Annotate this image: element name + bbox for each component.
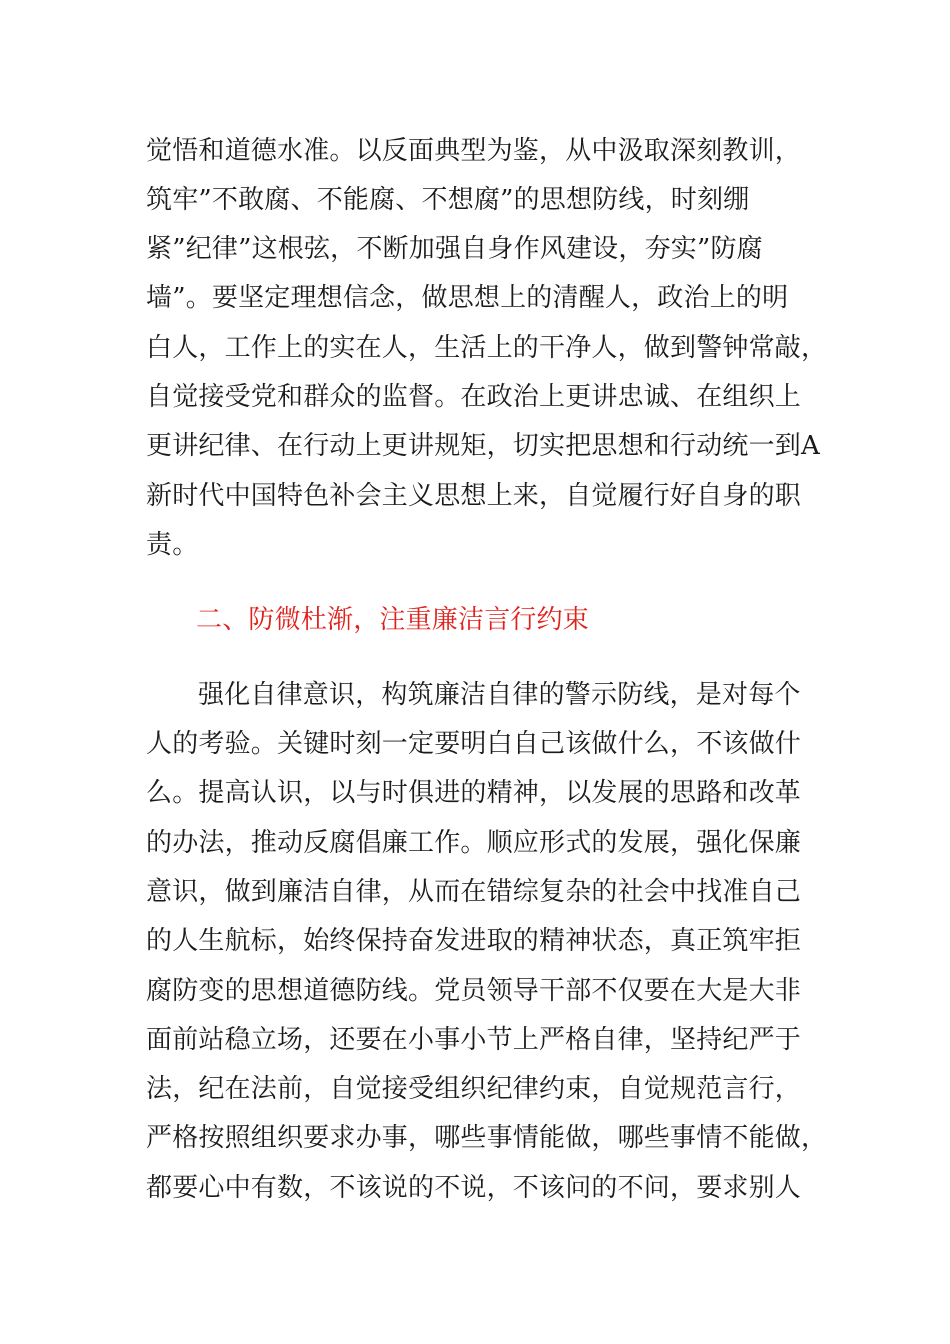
paragraph-2-line-10: 严格按照组织要求办事，哪些事情能做，哪些事情不能做， [146, 1123, 828, 1153]
paragraph-1-line-4: 墙”。要坚定理想信念，做思想上的清醒人，政治上的明 [146, 283, 789, 313]
paragraph-2-line-3: 么。提高认识，以与时俱进的精神，以发展的思路和改革 [146, 778, 802, 808]
paragraph-1-line-8: 新时代中国特色补会主义思想上来，自觉履行好自身的职 [146, 481, 802, 511]
paragraph-2-line-11: 都要心中有数，不该说的不说，不该问的不问，要求别人 [146, 1173, 802, 1203]
paragraph-2-line-7: 腐防变的思想道德防线。党员领导干部不仅要在大是大非 [146, 976, 802, 1006]
paragraph-2-line-8: 面前站稳立场，还要在小事小节上严格自律，坚持纪严于 [146, 1025, 802, 1055]
paragraph-1-line-1: 觉悟和道德水准。以反面典型为鉴，从中汲取深刻教训， [146, 136, 802, 166]
paragraph-2-line-5: 意识，做到廉洁自律，从而在错综复杂的社会中找准自己 [146, 877, 802, 907]
paragraph-2-line-4: 的办法，推动反腐倡廉工作。顺应形式的发展，强化保廉 [146, 828, 802, 858]
section-heading: 二、防微杜渐，注重廉洁言行约束 [196, 605, 590, 635]
paragraph-2-line-2: 人的考验。关键时刻一定要明白自己该做什么，不该做什 [146, 729, 802, 759]
paragraph-1-line-2: 筑牢”不敢腐、不能腐、不想腐”的思想防线，时刻绷 [146, 185, 750, 215]
paragraph-1-line-7: 更讲纪律、在行动上更讲规矩，切实把思想和行动统一到A [146, 431, 820, 461]
paragraph-2-line-9: 法，纪在法前，自觉接受组织纪律约束，自觉规范言行， [146, 1074, 802, 1104]
paragraph-2-line-6: 的人生航标，始终保持奋发进取的精神状态，真正筑牢拒 [146, 926, 802, 956]
paragraph-1-line-5: 白人，工作上的实在人，生活上的干净人，做到警钟常敲， [146, 333, 828, 363]
paragraph-1-line-6: 自觉接受党和群众的监督。在政治上更讲忠诚、在组织上 [146, 382, 802, 412]
paragraph-1-line-9: 责。 [146, 530, 199, 560]
paragraph-1-line-3: 紧”纪律”这根弦，不断加强自身作风建设，夯实”防腐 [146, 234, 763, 264]
paragraph-2-line-1: 强化自律意识，构筑廉洁自律的警示防线，是对每个 [198, 680, 801, 710]
